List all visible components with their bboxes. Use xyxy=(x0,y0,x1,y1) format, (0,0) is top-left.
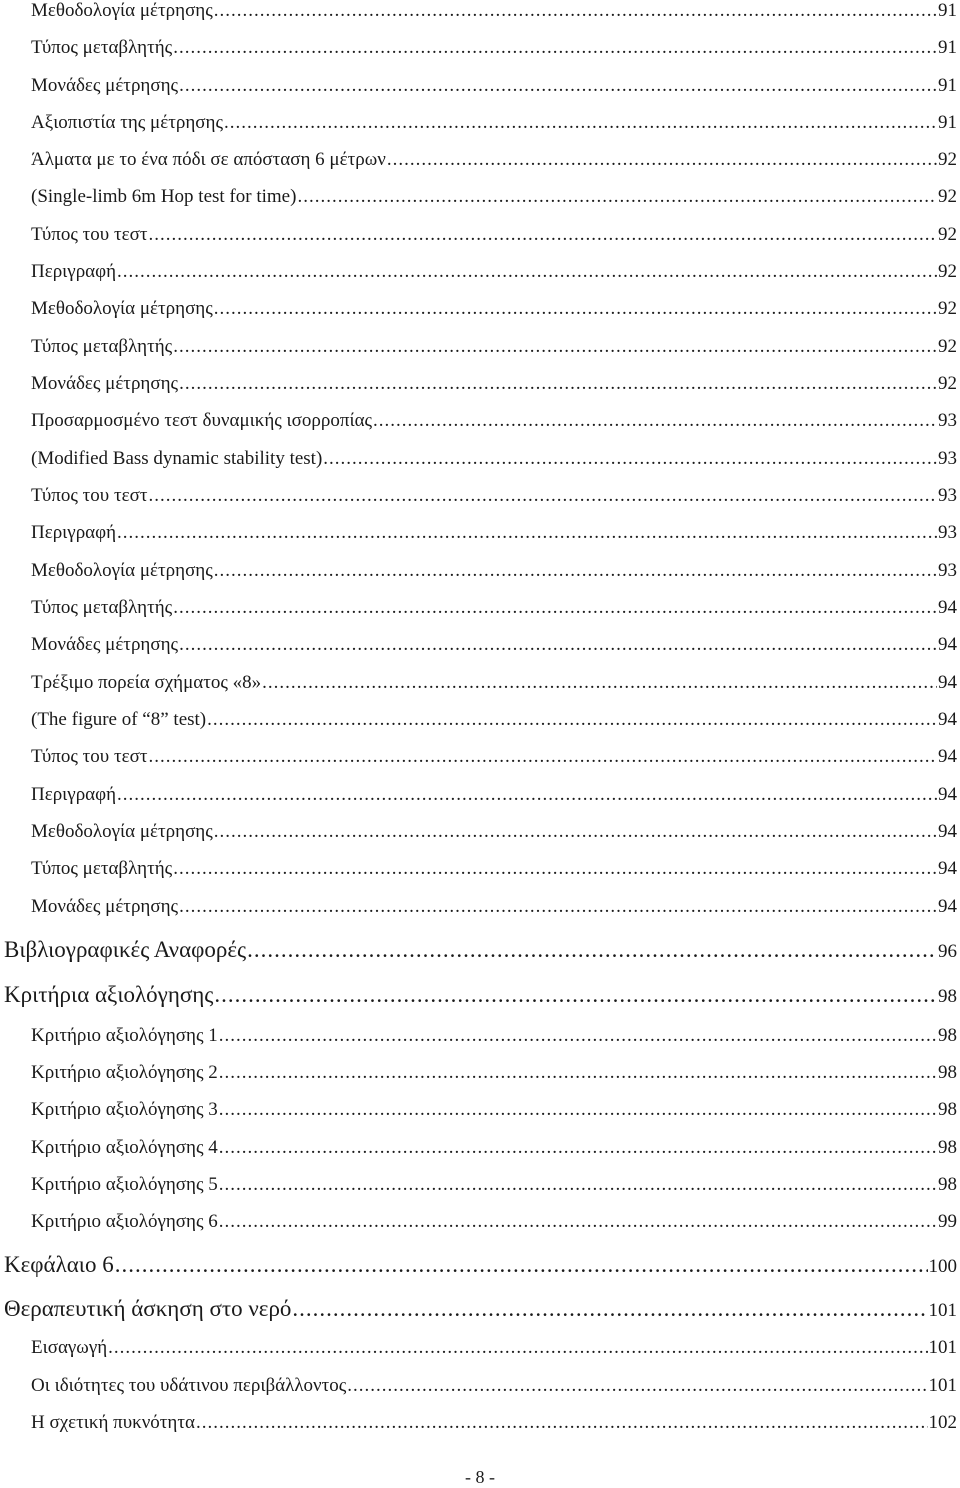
toc-entry-title: Εισαγωγή xyxy=(31,1337,108,1358)
dot-leader xyxy=(196,1412,928,1434)
toc-entry-title: Προσαρμοσμένο τεστ δυναμικής ισορροπίας xyxy=(31,410,373,431)
dot-leader xyxy=(219,1137,937,1159)
toc-entry xyxy=(31,149,957,171)
toc-entry-title: Περιγραφή xyxy=(31,261,117,282)
toc-entry-page: 98 xyxy=(938,1099,957,1120)
dot-leader xyxy=(219,1211,937,1233)
toc-entry-title: Τύπος μεταβλητής xyxy=(31,597,173,618)
toc-entry-title: Μονάδες μέτρησης xyxy=(31,373,179,394)
dot-leader xyxy=(179,373,937,395)
toc-entry xyxy=(31,485,957,507)
dot-leader xyxy=(373,410,937,432)
toc-entry xyxy=(31,1137,957,1159)
toc-entry xyxy=(31,560,957,582)
toc-entry-title: Κριτήριο αξιολόγησης 2 xyxy=(31,1062,218,1083)
toc-entry-page: 94 xyxy=(938,709,957,730)
toc-entry-title: Αξιοπιστία της μέτρησης xyxy=(31,112,223,133)
toc-entry xyxy=(31,1062,957,1084)
toc-entry-page: 92 xyxy=(938,149,957,170)
toc-entry-title: Μονάδες μέτρησης xyxy=(31,634,179,655)
dot-leader xyxy=(214,298,937,320)
toc-entry xyxy=(31,75,957,97)
toc-entry xyxy=(31,746,957,768)
toc-entry xyxy=(31,1099,957,1121)
toc-entry xyxy=(31,1375,957,1397)
toc-entry-page: 101 xyxy=(928,1375,957,1396)
dot-leader xyxy=(219,1025,937,1047)
toc-entry-title: Μεθοδολογία μέτρησης xyxy=(31,560,213,581)
dot-leader xyxy=(219,1099,937,1121)
toc-entry xyxy=(4,1296,957,1322)
toc-entry-title: Κριτήριο αξιολόγησης 5 xyxy=(31,1174,218,1195)
dot-leader xyxy=(179,634,937,656)
dot-leader xyxy=(262,672,937,694)
toc-entry-page: 92 xyxy=(938,186,957,207)
dot-leader xyxy=(214,821,937,843)
toc-entry xyxy=(31,298,957,320)
toc-entry-page: 91 xyxy=(938,112,957,133)
toc-entry xyxy=(31,261,957,283)
toc-entry-title: Μεθοδολογία μέτρησης xyxy=(31,0,213,21)
toc-entry xyxy=(31,1211,957,1233)
toc-entry-page: 94 xyxy=(938,858,957,879)
toc-entry-title: Κριτήριο αξιολόγησης 3 xyxy=(31,1099,218,1120)
toc-entry-page: 94 xyxy=(938,746,957,767)
toc-entry xyxy=(31,821,957,843)
toc-entry-title: Θεραπευτική άσκηση στο νερό xyxy=(4,1296,292,1321)
toc-entry-page: 100 xyxy=(928,1256,957,1277)
toc-entry-page: 93 xyxy=(938,522,957,543)
page-number: - 8 - xyxy=(465,1467,495,1487)
toc-entry-title: Μονάδες μέτρησης xyxy=(31,75,179,96)
toc-entry xyxy=(31,1025,957,1047)
toc-entry xyxy=(31,410,957,432)
toc-entry-title: Άλματα με το ένα πόδι σε απόσταση 6 μέτρων xyxy=(31,149,386,170)
toc-entry-page: 92 xyxy=(938,298,957,319)
dot-leader xyxy=(179,75,937,97)
toc-entry xyxy=(31,373,957,395)
toc-entry-page: 98 xyxy=(938,1025,957,1046)
toc-entry xyxy=(31,186,957,208)
toc-entry-title: Κριτήριο αξιολόγησης 1 xyxy=(31,1025,218,1046)
toc-entry xyxy=(31,37,957,59)
toc-entry xyxy=(31,858,957,880)
toc-entry-title: Οι ιδιότητες του υδάτινου περιβάλλοντος xyxy=(31,1375,347,1396)
toc-entry-page: 94 xyxy=(938,821,957,842)
toc-entry xyxy=(31,597,957,619)
dot-leader xyxy=(219,1174,937,1196)
toc-entry xyxy=(31,784,957,806)
dot-leader xyxy=(173,597,937,619)
toc-entry-page: 92 xyxy=(938,373,957,394)
toc-entry-page: 92 xyxy=(938,336,957,357)
dot-leader xyxy=(173,37,937,59)
toc-entry-page: 101 xyxy=(928,1337,957,1358)
toc-entry-page: 94 xyxy=(938,634,957,655)
dot-leader xyxy=(387,149,937,171)
toc-entry-page: 93 xyxy=(938,485,957,506)
toc-entry xyxy=(31,224,957,246)
toc-entry-title: (Single-limb 6m Hop test for time) xyxy=(31,186,297,207)
toc-entry xyxy=(31,1174,957,1196)
toc-entry-page: 98 xyxy=(938,1174,957,1195)
toc-entry xyxy=(31,448,957,470)
dot-leader xyxy=(207,709,937,731)
dot-leader xyxy=(219,1062,937,1084)
toc-entry xyxy=(31,1337,957,1359)
toc-entry xyxy=(31,112,957,134)
toc-entry xyxy=(31,709,957,731)
toc-entry xyxy=(31,896,957,918)
toc-entry-title: (Modified Bass dynamic stability test) xyxy=(31,448,323,469)
dot-leader xyxy=(108,1337,927,1359)
toc-entry-title: Μεθοδολογία μέτρησης xyxy=(31,298,213,319)
dot-leader xyxy=(214,982,937,1008)
toc-entry-page: 101 xyxy=(928,1300,957,1321)
toc-entry-title: Μεθοδολογία μέτρησης xyxy=(31,821,213,842)
toc-entry-page: 99 xyxy=(938,1211,957,1232)
dot-leader xyxy=(117,261,937,283)
toc-entry xyxy=(31,0,957,22)
toc-entry-title: Τύπος του τεστ xyxy=(31,746,148,767)
toc-entry-title: Τύπος του τεστ xyxy=(31,485,148,506)
toc-entry-page: 92 xyxy=(938,261,957,282)
toc-entry-title: Κριτήριο αξιολόγησης 4 xyxy=(31,1137,218,1158)
toc-entry-title: Κριτήριο αξιολόγησης 6 xyxy=(31,1211,218,1232)
toc-entry-title: Τύπος μεταβλητής xyxy=(31,37,173,58)
toc-entry xyxy=(31,1412,957,1434)
toc-entry xyxy=(4,937,957,963)
toc-entry-title: Κεφάλαιο 6 xyxy=(4,1252,114,1277)
dot-leader xyxy=(214,560,937,582)
toc-entry xyxy=(31,522,957,544)
toc-entry-page: 91 xyxy=(938,75,957,96)
toc-entry-page: 91 xyxy=(938,37,957,58)
toc-entry-page: 93 xyxy=(938,560,957,581)
toc-entry xyxy=(31,634,957,656)
toc-entry-page: 96 xyxy=(938,941,957,962)
toc-entry-title: Περιγραφή xyxy=(31,522,117,543)
dot-leader xyxy=(117,784,937,806)
toc-entry-page: 93 xyxy=(938,410,957,431)
toc-entry xyxy=(4,982,957,1008)
toc-entry-title: Περιγραφή xyxy=(31,784,117,805)
dot-leader xyxy=(347,1375,927,1397)
dot-leader xyxy=(224,112,937,134)
dot-leader xyxy=(173,336,937,358)
toc-entry-page: 94 xyxy=(938,896,957,917)
dot-leader xyxy=(247,937,937,963)
toc-entry-page: 98 xyxy=(938,1137,957,1158)
dot-leader xyxy=(148,224,937,246)
toc-entry xyxy=(31,672,957,694)
toc-entry-page: 91 xyxy=(938,0,957,21)
toc-entry-title: Τύπος μεταβλητής xyxy=(31,858,173,879)
toc-entry-page: 92 xyxy=(938,224,957,245)
toc-entry xyxy=(4,1252,957,1278)
toc-entry-title: Τύπος μεταβλητής xyxy=(31,336,173,357)
dot-leader xyxy=(214,0,937,22)
dot-leader xyxy=(323,448,937,470)
toc-entry-page: 102 xyxy=(928,1412,957,1433)
dot-leader xyxy=(173,858,937,880)
dot-leader xyxy=(179,896,937,918)
dot-leader xyxy=(148,485,937,507)
toc-entry-page: 93 xyxy=(938,448,957,469)
toc-entry-page: 94 xyxy=(938,784,957,805)
toc-entry-title: Η σχετική πυκνότητα xyxy=(31,1412,195,1433)
toc-entry-title: Μονάδες μέτρησης xyxy=(31,896,179,917)
dot-leader xyxy=(148,746,937,768)
toc-entry-page: 98 xyxy=(938,1062,957,1083)
toc-entry-title: Κριτήρια αξιολόγησης xyxy=(4,982,214,1007)
toc-entry-title: Τρέξιμο πορεία σχήματος «8» xyxy=(31,672,262,693)
toc-entry-page: 94 xyxy=(938,672,957,693)
dot-leader xyxy=(117,522,937,544)
toc-entry-title: Τύπος του τεστ xyxy=(31,224,148,245)
toc-entry-page: 98 xyxy=(938,986,957,1007)
dot-leader xyxy=(115,1252,928,1278)
toc-entry-page: 94 xyxy=(938,597,957,618)
dot-leader xyxy=(292,1296,927,1322)
dot-leader xyxy=(297,186,937,208)
toc-entry-title: Βιβλιογραφικές Αναφορές xyxy=(4,937,247,962)
toc-entry xyxy=(31,336,957,358)
toc-entry-title: (The figure of “8” test) xyxy=(31,709,207,730)
